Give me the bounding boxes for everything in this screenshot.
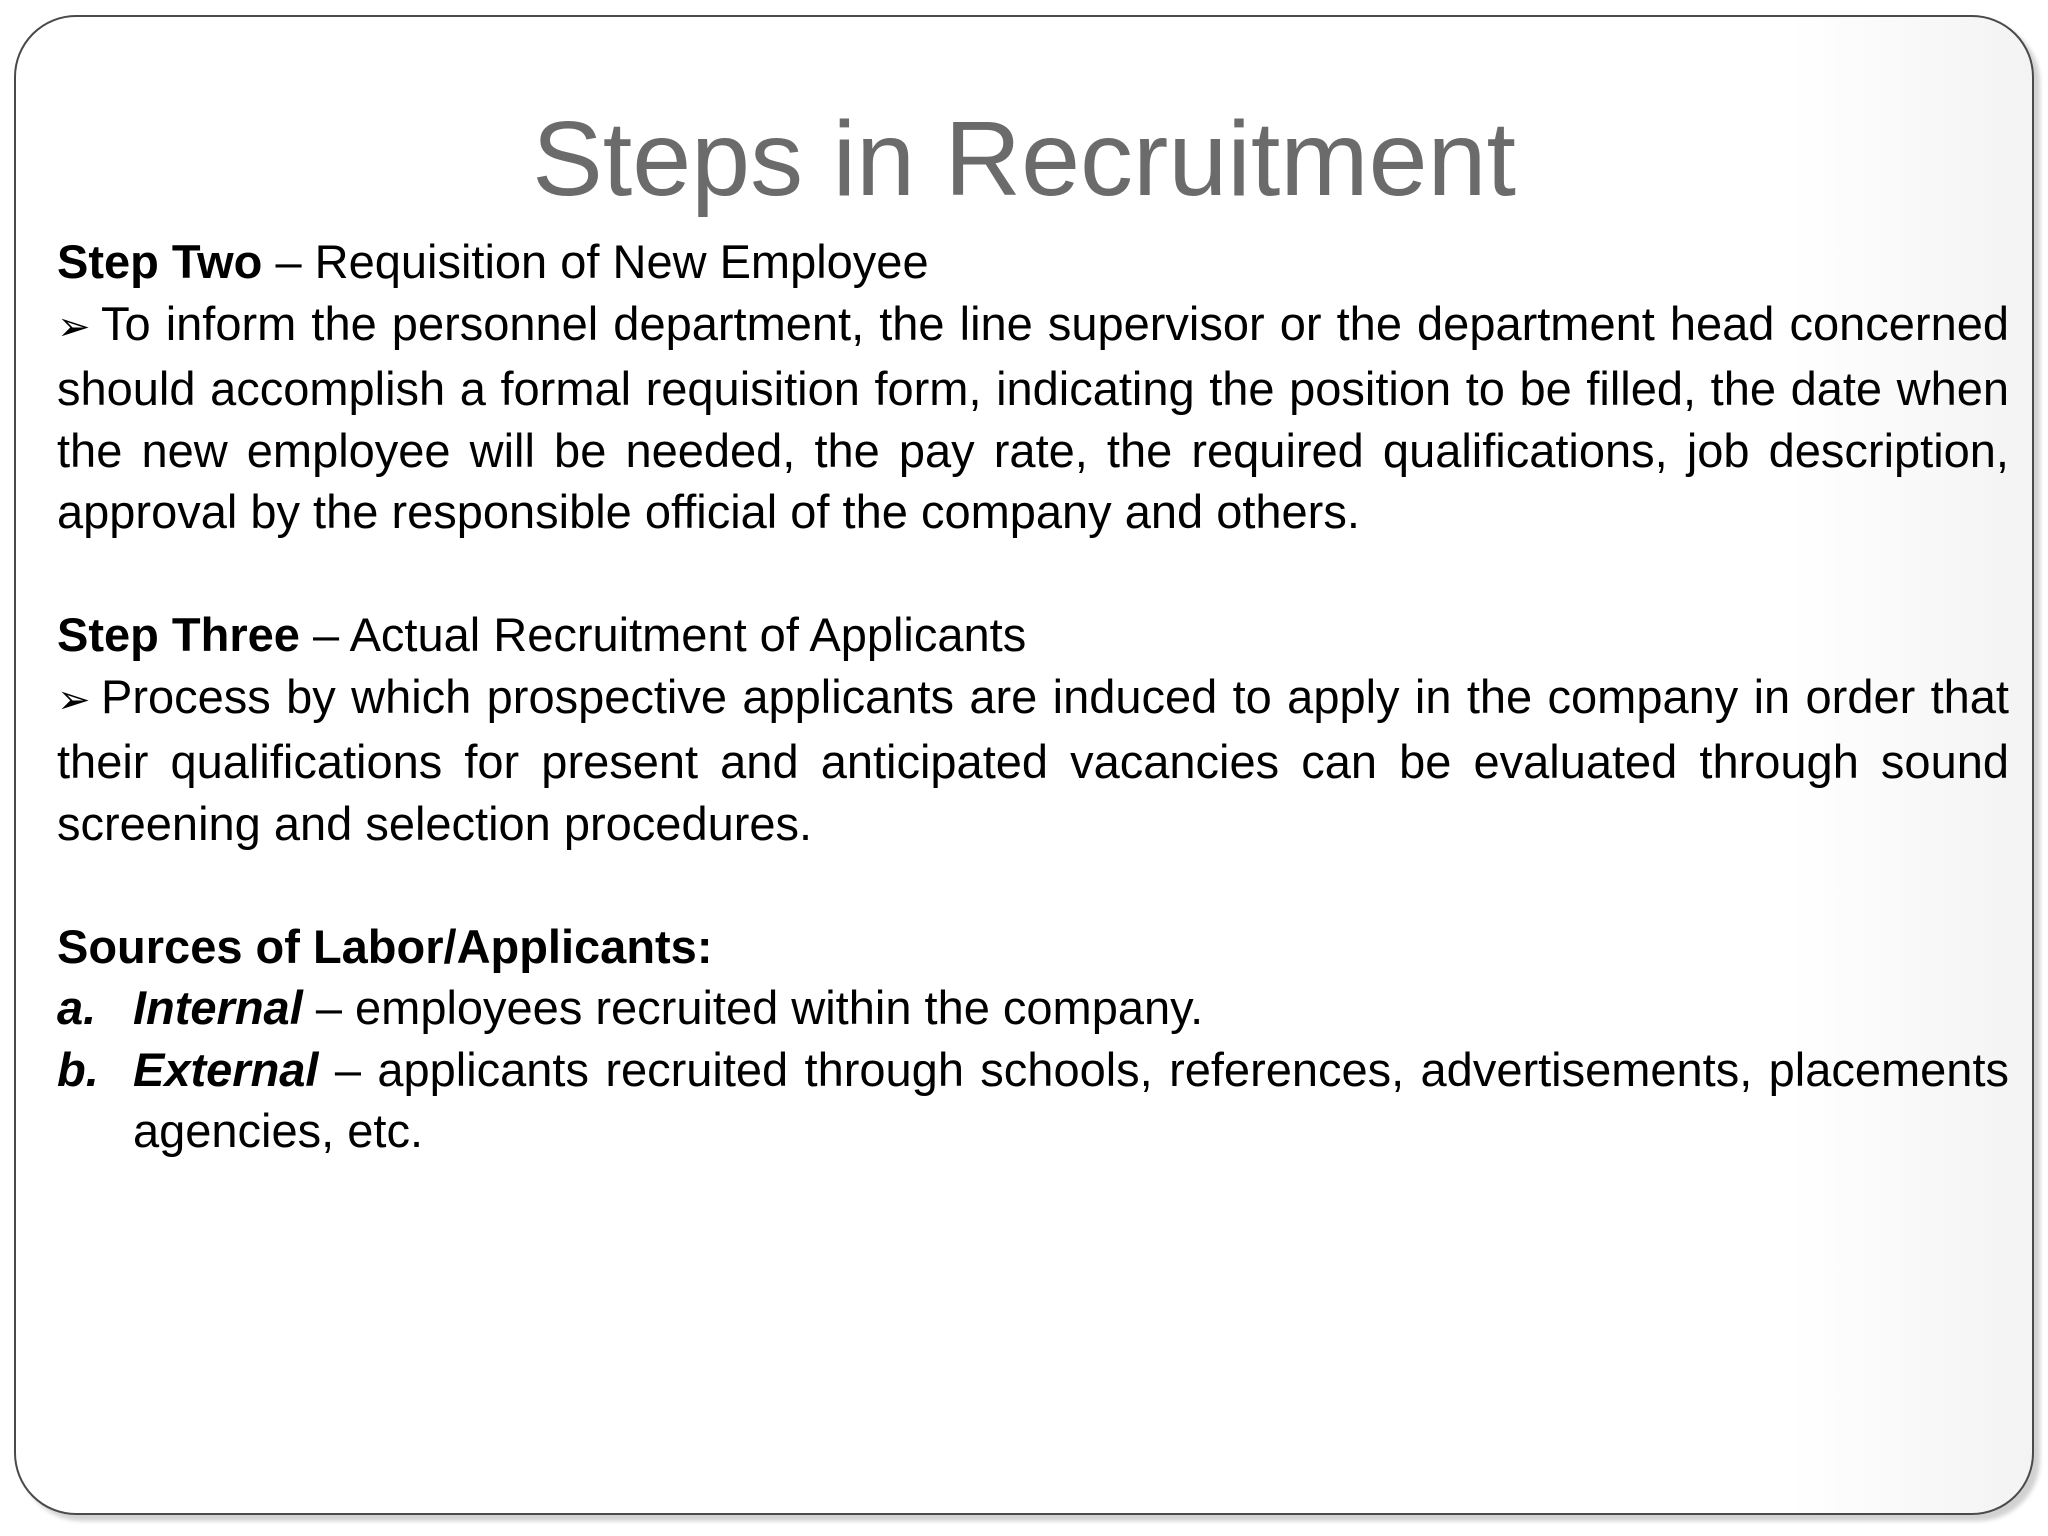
step-three-title: Actual Recruitment of Applicants xyxy=(349,608,1027,661)
list-item xyxy=(57,977,2009,1039)
spacer xyxy=(57,854,2009,916)
sources-list xyxy=(57,977,2009,1162)
step-two-title: Requisition of New Employee xyxy=(314,235,929,288)
arrow-bullet-icon: ➢ xyxy=(57,677,91,722)
step-three-bullet xyxy=(57,666,2009,855)
step-three-heading xyxy=(57,604,2009,666)
list-marker: b. xyxy=(57,1042,99,1096)
sources-heading-text: Sources of Labor/Applicants: xyxy=(57,919,713,973)
sources-heading xyxy=(57,916,2009,978)
arrow-bullet-icon: ➢ xyxy=(57,304,91,349)
step-three-dash: – xyxy=(299,608,350,661)
slide-content xyxy=(57,231,2009,1162)
list-item xyxy=(57,1039,2009,1162)
source-text-internal: employees recruited within the company. xyxy=(355,981,1204,1034)
step-three-text: Process by which prospective applicants are induced to apply in the company in order that their qualifications for present and anticipated vacancies can be evaluated through sound screening and selection procedures. xyxy=(57,669,2009,850)
step-two-bullet xyxy=(57,293,2009,543)
slide xyxy=(14,15,2034,1515)
list-marker: a. xyxy=(57,981,97,1034)
source-dash: – xyxy=(318,1042,378,1096)
step-two-text: To inform the personnel department, the line supervisor or the department head concerned should accomplish a formal requisition form, indicating the position to be filled, the date when the new employee will be needed, the pay rate, the required qualifications, job description, approval by the responsible official of the company and others. xyxy=(57,296,2009,538)
slide-title: Steps in Recruitment xyxy=(532,100,1516,218)
source-text-external: applicants recruited through schools, references, advertisements, placements agencies, etc. xyxy=(133,1042,2009,1157)
step-two-dash: – xyxy=(262,235,315,288)
step-three-label: Step Three xyxy=(57,608,300,661)
source-dash: – xyxy=(302,981,356,1034)
step-two-label: Step Two xyxy=(57,235,263,288)
step-two-heading xyxy=(57,231,2009,293)
spacer xyxy=(57,543,2009,605)
source-term-external: External xyxy=(133,1042,319,1096)
source-term-internal: Internal xyxy=(133,981,303,1034)
